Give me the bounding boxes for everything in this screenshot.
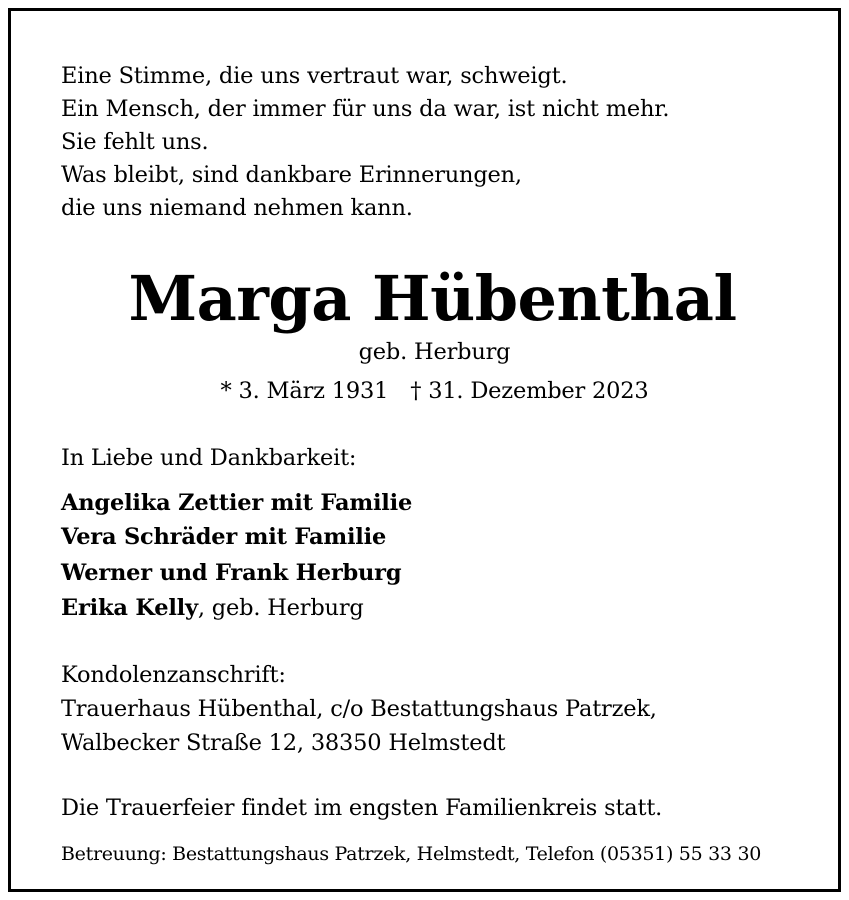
life-dates	[61, 375, 808, 407]
mourners-intro: In Liebe und Dankbarkeit:	[61, 445, 357, 471]
mourner-4	[61, 592, 364, 624]
notice-border	[8, 8, 841, 892]
mourner-name: Angelika Zettier mit Familie	[61, 490, 413, 516]
mourner-name: Vera Schräder mit Familie	[61, 524, 387, 550]
mourner-name: Erika Kelly	[61, 595, 198, 621]
mourner-suffix: , geb. Herburg	[197, 595, 364, 621]
poem-line-1: Eine Stimme, die uns vertraut war, schweigt.	[61, 63, 568, 89]
birth-date: * 3. März 1931	[220, 378, 389, 404]
poem-line-5: die uns niemand nehmen kann.	[61, 195, 413, 221]
mourner-name: Werner und Frank Herburg	[61, 560, 402, 586]
mourner-2	[61, 521, 386, 553]
poem-line-4: Was bleibt, sind dankbare Erinnerungen,	[61, 162, 522, 188]
mourner-3	[61, 557, 401, 589]
deceased-name: Marga Hübenthal	[128, 262, 737, 335]
poem-line-2: Ein Mensch, der immer für uns da war, ist nicht mehr.	[61, 96, 670, 122]
poem-line-3: Sie fehlt uns.	[61, 129, 209, 155]
condolence-address-line-2: Walbecker Straße 12, 38350 Helmstedt	[61, 730, 506, 756]
death-date: † 31. Dezember 2023	[410, 378, 649, 404]
notice-content	[61, 11, 808, 889]
care-note: Betreuung: Bestattungshaus Patrzek, Helmstedt, Telefon (05351) 55 33 30	[61, 843, 762, 865]
condolence-label: Kondolenzanschrift:	[61, 662, 286, 688]
birth-name: geb. Herburg	[358, 339, 511, 365]
mourner-1	[61, 487, 412, 519]
funeral-note: Die Trauerfeier findet im engsten Familienkreis statt.	[61, 795, 663, 821]
condolence-address-line-1: Trauerhaus Hübenthal, c/o Bestattungshaus Patrzek,	[61, 696, 657, 722]
